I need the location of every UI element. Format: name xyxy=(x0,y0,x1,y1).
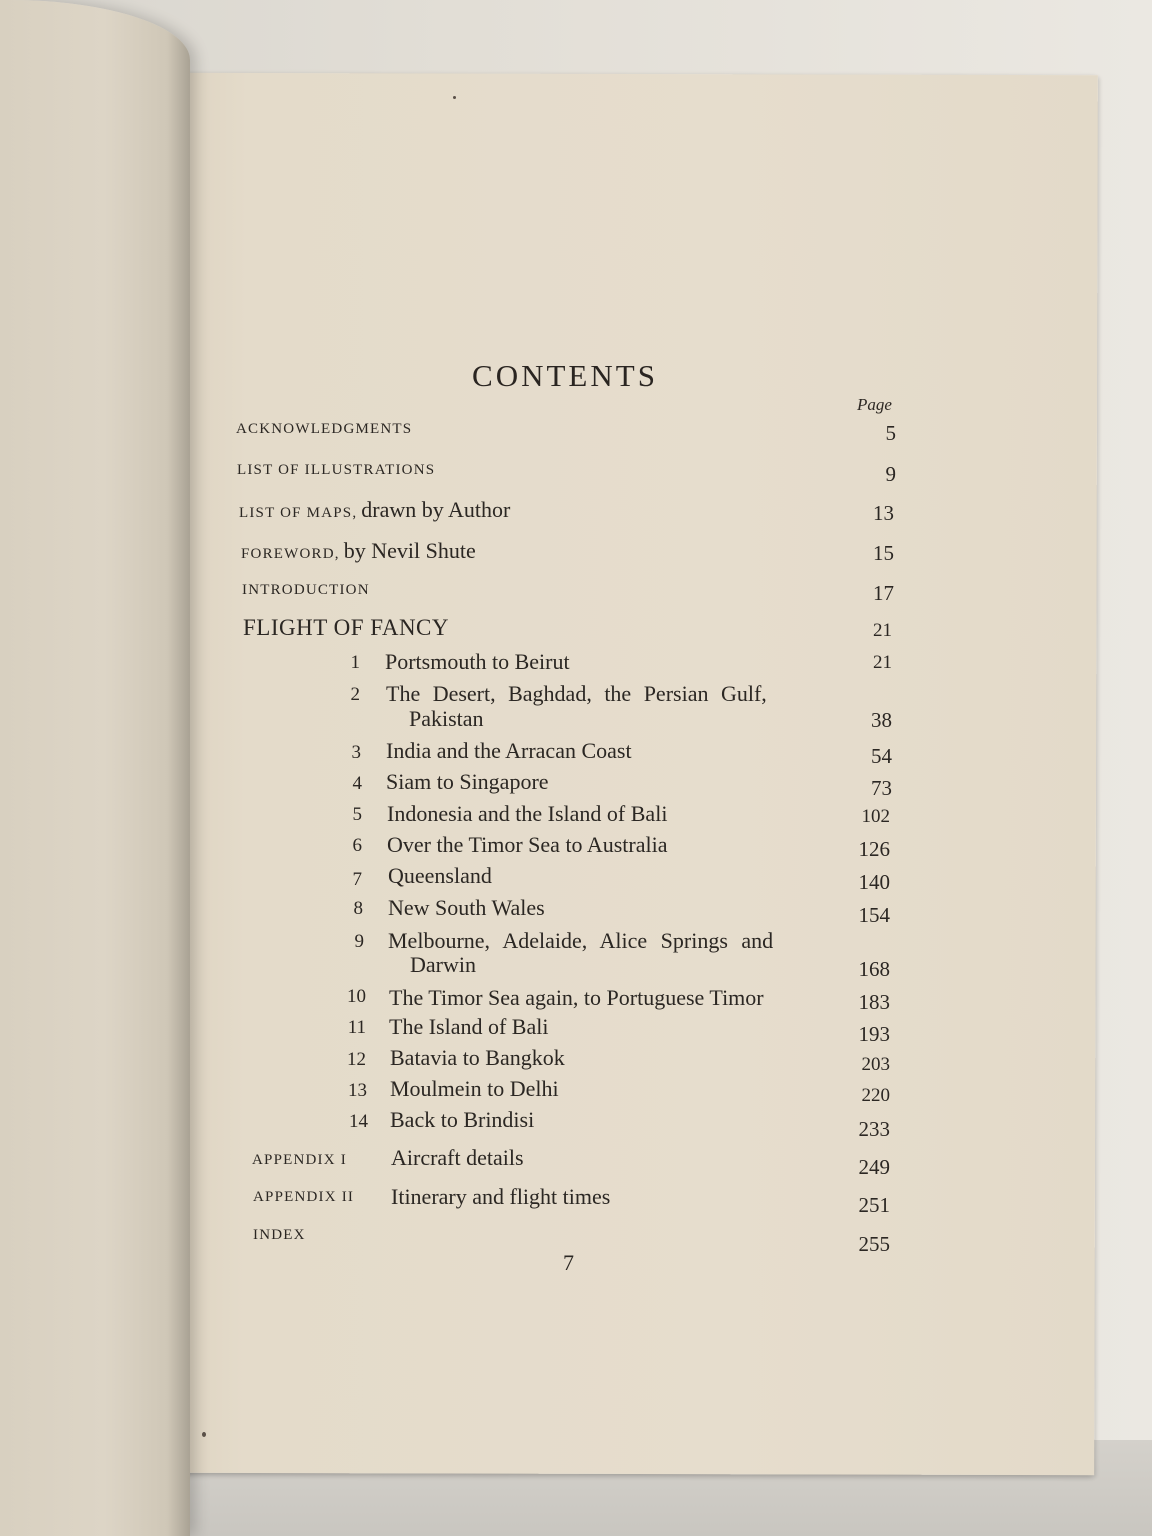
page-number: 21 xyxy=(873,652,892,673)
chapter-number: 5 xyxy=(352,804,362,825)
chapter-title: India and the Arracan Coast xyxy=(386,738,632,763)
front-matter-extra: drawn by Author xyxy=(361,497,511,522)
chapter-title: Siam to Singapore xyxy=(386,769,549,794)
page-number: 21 xyxy=(873,620,892,641)
page-number: 183 xyxy=(858,990,890,1014)
page-number: 154 xyxy=(858,903,890,927)
page-number: 9 xyxy=(885,462,896,486)
page-number: 233 xyxy=(858,1117,890,1141)
page-number: 102 xyxy=(861,806,890,827)
chapter-title: Moulmein to Delhi xyxy=(390,1076,559,1101)
chapter-title: The Island of Bali xyxy=(389,1014,549,1039)
chapter-title: Back to Brindisi xyxy=(390,1107,535,1132)
chapter-number: 9 xyxy=(354,931,364,952)
appendix-label: APPENDIX I xyxy=(252,1152,347,1168)
chapter-number: 1 xyxy=(350,652,360,673)
front-matter-label: ACKNOWLEDGMENTS xyxy=(236,421,413,437)
page-number: 168 xyxy=(858,957,890,981)
contents-heading: CONTENTS xyxy=(472,358,658,393)
chapter-title-cont: Darwin xyxy=(410,952,476,977)
page-number: 54 xyxy=(871,744,892,768)
page-number: 193 xyxy=(858,1022,890,1046)
page-number: 38 xyxy=(871,708,892,732)
page-number: 251 xyxy=(858,1193,890,1217)
page-number: 17 xyxy=(873,581,894,605)
front-matter-maps xyxy=(239,497,510,523)
front-matter-foreword xyxy=(241,538,476,564)
chapter-number: 6 xyxy=(352,835,362,856)
page-number: 5 xyxy=(885,421,896,445)
page-number: 203 xyxy=(861,1054,890,1075)
chapter-title: New South Wales xyxy=(388,895,545,920)
page-number: 220 xyxy=(861,1085,890,1106)
chapter-number: 4 xyxy=(352,773,362,794)
chapter-number: 10 xyxy=(347,986,366,1007)
right-page xyxy=(170,73,1098,1475)
chapter-number: 8 xyxy=(353,898,363,919)
front-matter-label: LIST OF ILLUSTRATIONS xyxy=(237,462,436,478)
chapter-title: Batavia to Bangkok xyxy=(390,1045,565,1070)
chapter-number: 2 xyxy=(350,684,360,705)
chapter-number: 11 xyxy=(347,1017,366,1038)
appendix-label: APPENDIX II xyxy=(253,1189,355,1205)
front-matter-extra: by Nevil Shute xyxy=(343,538,476,563)
page-number: 13 xyxy=(873,501,894,525)
front-matter-illustrations xyxy=(237,461,435,479)
front-matter-acknowledgments xyxy=(236,420,412,438)
page-number: 255 xyxy=(858,1232,890,1256)
chapter-title: The Desert, Baghdad, the Persian Gulf, xyxy=(386,681,767,706)
chapter-title: Over the Timor Sea to Australia xyxy=(387,832,668,857)
page-column-label: Page xyxy=(857,395,892,414)
page-number: 140 xyxy=(858,870,890,894)
chapter-title: Melbourne, Adelaide, Alice Springs and xyxy=(388,928,774,953)
chapter-number: 3 xyxy=(351,742,361,763)
page-number: 73 xyxy=(871,776,892,800)
part-title: FLIGHT OF FANCY xyxy=(243,615,450,640)
page-number: 15 xyxy=(873,541,894,565)
front-matter-label: FOREWORD, xyxy=(241,546,340,562)
front-matter-introduction xyxy=(242,581,370,599)
chapter-title: The Timor Sea again, to Portuguese Timor xyxy=(389,985,764,1010)
chapter-number: 7 xyxy=(352,869,362,890)
page-number: 126 xyxy=(858,837,890,861)
appendix-title: Aircraft details xyxy=(391,1145,524,1170)
folio-page-number: 7 xyxy=(563,1250,574,1275)
front-matter-label: LIST OF MAPS, xyxy=(239,505,358,521)
paper-speck xyxy=(453,96,456,99)
index-label: INDEX xyxy=(253,1227,306,1243)
chapter-title: Queensland xyxy=(388,863,492,888)
chapter-title: Portsmouth to Beirut xyxy=(385,649,570,674)
chapter-title-cont: Pakistan xyxy=(409,706,484,731)
front-matter-label: INTRODUCTION xyxy=(242,582,370,598)
page-number: 249 xyxy=(858,1155,890,1179)
left-page xyxy=(0,0,190,1536)
chapter-number: 14 xyxy=(349,1111,368,1132)
chapter-number: 13 xyxy=(348,1080,367,1101)
chapter-number: 12 xyxy=(347,1049,366,1070)
appendix-title: Itinerary and flight times xyxy=(391,1184,611,1209)
paper-speck xyxy=(202,1432,206,1437)
chapter-title: Indonesia and the Island of Bali xyxy=(387,801,668,826)
